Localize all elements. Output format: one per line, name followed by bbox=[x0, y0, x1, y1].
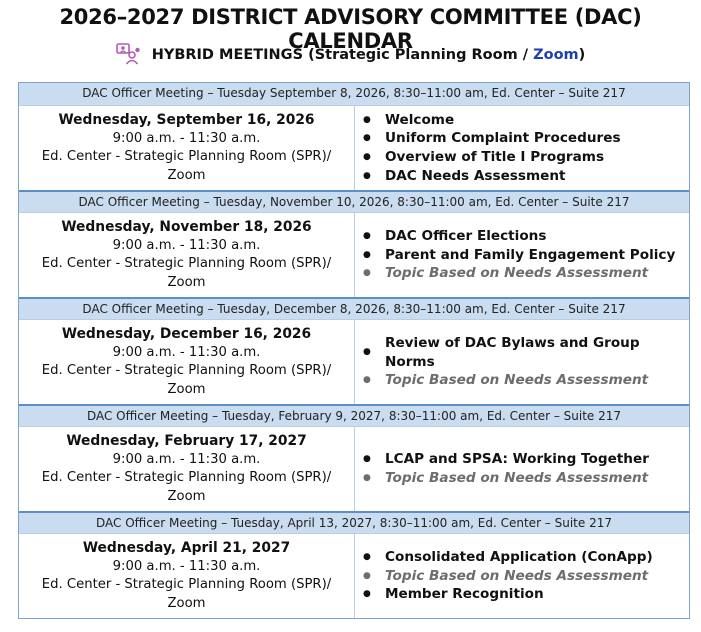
bullet-icon: ● bbox=[363, 552, 371, 563]
topic-item bbox=[363, 585, 689, 604]
topic-item bbox=[363, 111, 689, 130]
bullet-icon: ● bbox=[363, 570, 371, 581]
meeting-location: Ed. Center - Strategic Planning Room (SPR)/ bbox=[41, 577, 332, 593]
topic-text: Consolidated Application (ConApp) bbox=[385, 549, 653, 566]
meeting-details bbox=[19, 534, 355, 618]
topic-text: Member Recognition bbox=[385, 586, 544, 603]
meeting-location: Ed. Center - Strategic Planning Room (SPR)/ bbox=[41, 470, 332, 486]
meeting-time: 9:00 a.m. - 11:30 a.m. bbox=[112, 558, 261, 574]
bullet-icon: ● bbox=[363, 589, 371, 600]
meeting-time: 9:00 a.m. - 11:30 a.m. bbox=[112, 237, 261, 253]
topic-item bbox=[363, 567, 689, 586]
bullet-icon: ● bbox=[363, 231, 371, 242]
meeting-topics bbox=[355, 213, 689, 297]
topic-text: Review of DAC Bylaws and Group Norms bbox=[385, 335, 640, 370]
hybrid-meeting-icon bbox=[116, 42, 142, 68]
topic-text: Topic Based on Needs Assessment bbox=[385, 470, 649, 486]
meeting-topics bbox=[355, 106, 689, 190]
meeting-row bbox=[19, 533, 689, 618]
meeting-details bbox=[19, 427, 355, 511]
meeting-location: Ed. Center - Strategic Planning Room (SPR)/ bbox=[41, 256, 332, 272]
bullet-icon: ● bbox=[363, 473, 371, 483]
officer-meeting-row: DAC Officer Meeting – Tuesday, February 9, 2027, 8:30–11:00 am, Ed. Center – Suite 217 bbox=[19, 404, 689, 426]
meeting-location-zoom: Zoom bbox=[167, 488, 206, 504]
topic-text: Topic Based on Needs Assessment bbox=[385, 567, 649, 584]
officer-meeting-row: DAC Officer Meeting – Tuesday September 8, 2026, 8:30–11:00 am, Ed. Center – Suite 217 bbox=[19, 83, 689, 105]
officer-meeting-row: DAC Officer Meeting – Tuesday, November 10, 2026, 8:30–11:00 am, Ed. Center – Suite 217 bbox=[19, 190, 689, 212]
topic-item bbox=[363, 129, 689, 148]
topic-item bbox=[363, 548, 689, 567]
meeting-details bbox=[19, 213, 355, 297]
topic-item bbox=[363, 167, 689, 186]
meeting-location: Ed. Center - Strategic Planning Room (SPR)/ bbox=[41, 149, 332, 165]
meeting-location: Ed. Center - Strategic Planning Room (SPR)/ bbox=[41, 363, 332, 379]
topic-text: Uniform Complaint Procedures bbox=[385, 130, 621, 147]
officer-meeting-row: DAC Officer Meeting – Tuesday, April 13, 2027, 8:30–11:00 am, Ed. Center – Suite 217 bbox=[19, 511, 689, 533]
meeting-row bbox=[19, 212, 689, 297]
page-title: 2026–2027 DISTRICT ADVISORY COMMITTEE (DAC) CALENDAR bbox=[59, 5, 642, 53]
meeting-topics bbox=[355, 320, 689, 404]
topic-text: DAC Officer Elections bbox=[385, 228, 547, 245]
topic-item bbox=[363, 246, 689, 265]
topic-item bbox=[363, 227, 689, 246]
officer-meeting-row: DAC Officer Meeting – Tuesday, December 8, 2026, 8:30–11:00 am, Ed. Center – Suite 217 bbox=[19, 297, 689, 319]
meeting-location-zoom: Zoom bbox=[167, 595, 206, 611]
meeting-details bbox=[19, 106, 355, 190]
topic-item bbox=[363, 371, 689, 390]
meeting-date: Wednesday, April 21, 2027 bbox=[82, 540, 291, 556]
topic-item bbox=[363, 264, 689, 283]
topic-text: Topic Based on Needs Assessment bbox=[385, 265, 649, 282]
meeting-topics bbox=[355, 534, 689, 618]
meeting-row bbox=[19, 426, 689, 511]
meeting-date: Wednesday, December 16, 2026 bbox=[61, 326, 312, 342]
meeting-location-zoom: Zoom bbox=[167, 381, 206, 397]
subtitle-prefix: HYBRID MEETINGS (Strategic Planning Room / bbox=[151, 47, 534, 63]
meeting-date: Wednesday, September 16, 2026 bbox=[58, 112, 315, 128]
topic-text: Topic Based on Needs Assessment bbox=[385, 372, 649, 389]
bullet-icon: ● bbox=[363, 347, 371, 358]
bullet-icon: ● bbox=[363, 152, 371, 162]
bullet-icon: ● bbox=[363, 249, 371, 260]
topic-item bbox=[363, 148, 689, 167]
topic-text: Welcome bbox=[385, 111, 455, 128]
meeting-row bbox=[19, 105, 689, 190]
meeting-time: 9:00 a.m. - 11:30 a.m. bbox=[112, 130, 261, 146]
bullet-icon: ● bbox=[363, 375, 371, 386]
calendar-table bbox=[18, 82, 690, 619]
meeting-date: Wednesday, November 18, 2026 bbox=[61, 219, 312, 235]
meeting-time: 9:00 a.m. - 11:30 a.m. bbox=[112, 451, 261, 467]
bullet-icon: ● bbox=[363, 170, 371, 181]
topic-text: Overview of Title I Programs bbox=[385, 149, 605, 165]
meeting-details bbox=[19, 320, 355, 404]
bullet-icon: ● bbox=[363, 114, 371, 125]
meeting-location-zoom: Zoom bbox=[167, 167, 206, 183]
topic-text: Parent and Family Engagement Policy bbox=[385, 246, 676, 263]
topic-item bbox=[363, 450, 689, 469]
zoom-link[interactable]: Zoom bbox=[533, 47, 579, 63]
meeting-topics bbox=[355, 427, 689, 511]
topic-text: LCAP and SPSA: Working Together bbox=[385, 451, 649, 468]
meeting-time: 9:00 a.m. - 11:30 a.m. bbox=[112, 344, 261, 360]
meeting-row bbox=[19, 319, 689, 404]
meeting-date: Wednesday, February 17, 2027 bbox=[66, 433, 307, 449]
subtitle bbox=[0, 42, 701, 68]
topic-item bbox=[363, 469, 689, 488]
topic-item bbox=[363, 334, 689, 371]
topic-text: DAC Needs Assessment bbox=[385, 167, 566, 184]
bullet-icon: ● bbox=[363, 454, 371, 465]
bullet-icon: ● bbox=[363, 268, 371, 279]
bullet-icon: ● bbox=[363, 133, 371, 144]
meeting-location-zoom: Zoom bbox=[167, 274, 206, 290]
subtitle-suffix: ) bbox=[578, 47, 586, 63]
